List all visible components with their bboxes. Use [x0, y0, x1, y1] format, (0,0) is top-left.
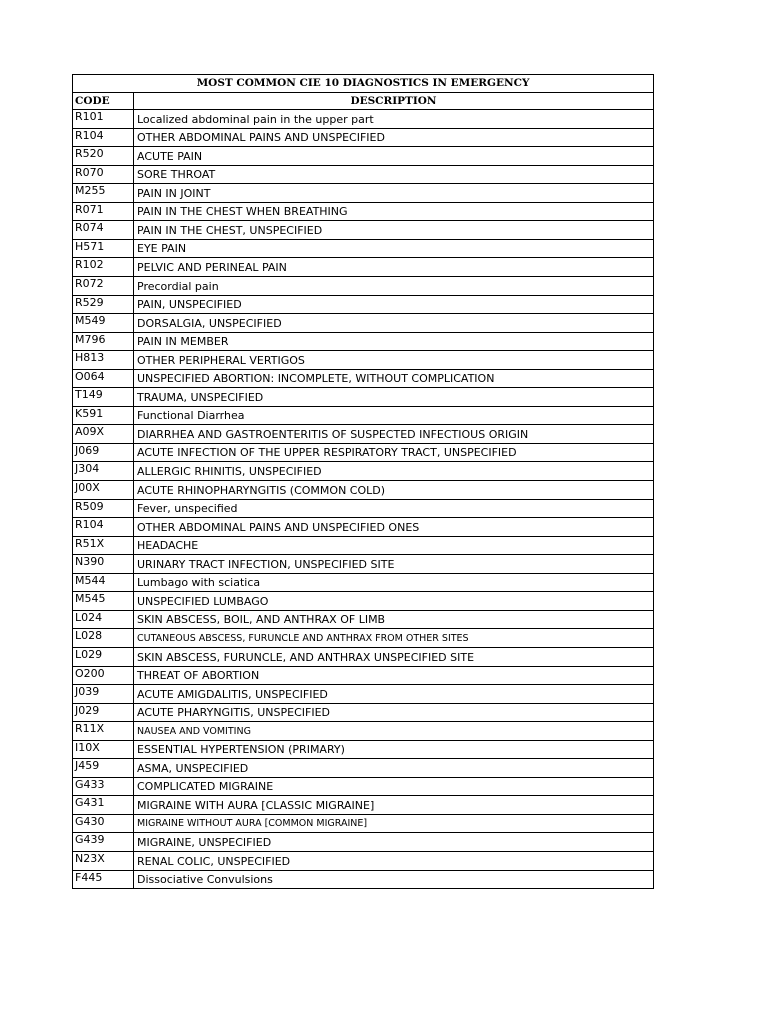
table-row [73, 481, 654, 500]
description-cell: COMPLICATED MIGRAINE [134, 777, 654, 796]
table-row [73, 759, 654, 778]
code-cell: T149 [73, 388, 134, 407]
description-cell: RENAL COLIC, UNSPECIFIED [134, 851, 654, 870]
description-cell: PAIN IN JOINT [134, 184, 654, 203]
description-cell: DIARRHEA AND GASTROENTERITIS OF SUSPECTED INFECTIOUS ORIGIN [134, 425, 654, 444]
table-row [73, 610, 654, 629]
code-cell: H571 [73, 239, 134, 258]
table-row [73, 221, 654, 240]
description-cell: NAUSEA AND VOMITING [134, 722, 654, 741]
description-cell: UNSPECIFIED LUMBAGO [134, 592, 654, 611]
table-row [73, 814, 654, 833]
description-cell: UNSPECIFIED ABORTION: INCOMPLETE, WITHOUT COMPLICATION [134, 369, 654, 388]
table-row [73, 128, 654, 147]
table-row [73, 351, 654, 370]
description-cell: Localized abdominal pain in the upper part [134, 110, 654, 129]
title-row [73, 75, 654, 93]
code-cell: N23X [73, 851, 134, 870]
code-cell: R104 [73, 518, 134, 537]
description-cell: OTHER ABDOMINAL PAINS AND UNSPECIFIED [134, 128, 654, 147]
table-row [73, 666, 654, 685]
description-cell: ALLERGIC RHINITIS, UNSPECIFIED [134, 462, 654, 481]
code-cell: A09X [73, 425, 134, 444]
table-row [73, 518, 654, 537]
code-cell: M549 [73, 314, 134, 333]
code-cell: R520 [73, 147, 134, 166]
code-cell: J304 [73, 462, 134, 481]
description-cell: Precordial pain [134, 277, 654, 296]
code-cell: R071 [73, 202, 134, 221]
table-row [73, 147, 654, 166]
table-row [73, 110, 654, 129]
table-row [73, 239, 654, 258]
code-cell: H813 [73, 351, 134, 370]
code-cell: R51X [73, 536, 134, 555]
description-cell: MIGRAINE WITH AURA [CLASSIC MIGRAINE] [134, 796, 654, 815]
table-row [73, 592, 654, 611]
code-cell: J029 [73, 703, 134, 722]
description-cell: Dissociative Convulsions [134, 870, 654, 889]
table-row [73, 406, 654, 425]
table-row [73, 332, 654, 351]
description-cell: HEADACHE [134, 536, 654, 555]
description-cell: ACUTE RHINOPHARYNGITIS (COMMON COLD) [134, 481, 654, 500]
table-row [73, 443, 654, 462]
code-cell: M255 [73, 184, 134, 203]
description-cell: URINARY TRACT INFECTION, UNSPECIFIED SITE [134, 555, 654, 574]
description-cell: CUTANEOUS ABSCESS, FURUNCLE AND ANTHRAX FROM OTHER SITES [134, 629, 654, 648]
description-cell: ACUTE INFECTION OF THE UPPER RESPIRATORY TRACT, UNSPECIFIED [134, 443, 654, 462]
description-cell: ACUTE AMIGDALITIS, UNSPECIFIED [134, 685, 654, 704]
table-row [73, 462, 654, 481]
code-cell: G433 [73, 777, 134, 796]
description-cell: PAIN IN THE CHEST WHEN BREATHING [134, 202, 654, 221]
description-cell: ASMA, UNSPECIFIED [134, 759, 654, 778]
description-cell: PAIN IN THE CHEST, UNSPECIFIED [134, 221, 654, 240]
table-row [73, 499, 654, 518]
code-cell: K591 [73, 406, 134, 425]
code-cell: R070 [73, 165, 134, 184]
code-cell: L028 [73, 629, 134, 648]
code-cell: G439 [73, 833, 134, 852]
table-row [73, 202, 654, 221]
table-row [73, 740, 654, 759]
table-row [73, 295, 654, 314]
spreadsheet-page [72, 74, 653, 889]
table-row [73, 536, 654, 555]
code-cell: R104 [73, 128, 134, 147]
code-cell: R509 [73, 499, 134, 518]
code-cell: O200 [73, 666, 134, 685]
description-cell: DORSALGIA, UNSPECIFIED [134, 314, 654, 333]
code-cell: I10X [73, 740, 134, 759]
table-row [73, 184, 654, 203]
table-row [73, 277, 654, 296]
code-cell: M796 [73, 332, 134, 351]
description-cell: PAIN, UNSPECIFIED [134, 295, 654, 314]
description-cell: SORE THROAT [134, 165, 654, 184]
table-row [73, 685, 654, 704]
table-row [73, 870, 654, 889]
description-cell: PAIN IN MEMBER [134, 332, 654, 351]
code-column-header: CODE [73, 92, 134, 110]
table-row [73, 555, 654, 574]
description-cell: SKIN ABSCESS, FURUNCLE, AND ANTHRAX UNSPECIFIED SITE [134, 647, 654, 666]
table-row [73, 629, 654, 648]
code-cell: R101 [73, 110, 134, 129]
description-cell: SKIN ABSCESS, BOIL, AND ANTHRAX OF LIMB [134, 610, 654, 629]
table-row [73, 722, 654, 741]
code-cell: J459 [73, 759, 134, 778]
table-row [73, 777, 654, 796]
description-cell: OTHER ABDOMINAL PAINS AND UNSPECIFIED ONES [134, 518, 654, 537]
table-row [73, 369, 654, 388]
code-cell: M545 [73, 592, 134, 611]
code-cell: J069 [73, 443, 134, 462]
code-cell: F445 [73, 870, 134, 889]
code-cell: R072 [73, 277, 134, 296]
code-cell: J039 [73, 685, 134, 704]
table-row [73, 647, 654, 666]
description-cell: MIGRAINE WITHOUT AURA [COMMON MIGRAINE] [134, 814, 654, 833]
table-row [73, 796, 654, 815]
code-cell: O064 [73, 369, 134, 388]
code-cell: R102 [73, 258, 134, 277]
description-cell: THREAT OF ABORTION [134, 666, 654, 685]
table-row [73, 573, 654, 592]
table-row [73, 851, 654, 870]
description-column-header: DESCRIPTION [134, 92, 654, 110]
description-cell: ESSENTIAL HYPERTENSION (PRIMARY) [134, 740, 654, 759]
description-cell: ACUTE PHARYNGITIS, UNSPECIFIED [134, 703, 654, 722]
header-row [73, 92, 654, 110]
code-cell: J00X [73, 481, 134, 500]
description-cell: ACUTE PAIN [134, 147, 654, 166]
table-row [73, 703, 654, 722]
description-cell: Lumbago with sciatica [134, 573, 654, 592]
table-row [73, 258, 654, 277]
description-cell: Fever, unspecified [134, 499, 654, 518]
code-cell: R11X [73, 722, 134, 741]
code-cell: R074 [73, 221, 134, 240]
code-cell: R529 [73, 295, 134, 314]
code-cell: N390 [73, 555, 134, 574]
table-row [73, 388, 654, 407]
code-cell: L024 [73, 610, 134, 629]
diagnostics-table [72, 74, 654, 889]
description-cell: OTHER PERIPHERAL VERTIGOS [134, 351, 654, 370]
table-row [73, 425, 654, 444]
description-cell: EYE PAIN [134, 239, 654, 258]
table-row [73, 833, 654, 852]
table-row [73, 165, 654, 184]
table-row [73, 314, 654, 333]
description-cell: TRAUMA, UNSPECIFIED [134, 388, 654, 407]
description-cell: PELVIC AND PERINEAL PAIN [134, 258, 654, 277]
description-cell: MIGRAINE, UNSPECIFIED [134, 833, 654, 852]
table-title: MOST COMMON CIE 10 DIAGNOSTICS IN EMERGENCY [73, 75, 654, 93]
code-cell: G431 [73, 796, 134, 815]
code-cell: G430 [73, 814, 134, 833]
description-cell: Functional Diarrhea [134, 406, 654, 425]
code-cell: M544 [73, 573, 134, 592]
code-cell: L029 [73, 647, 134, 666]
